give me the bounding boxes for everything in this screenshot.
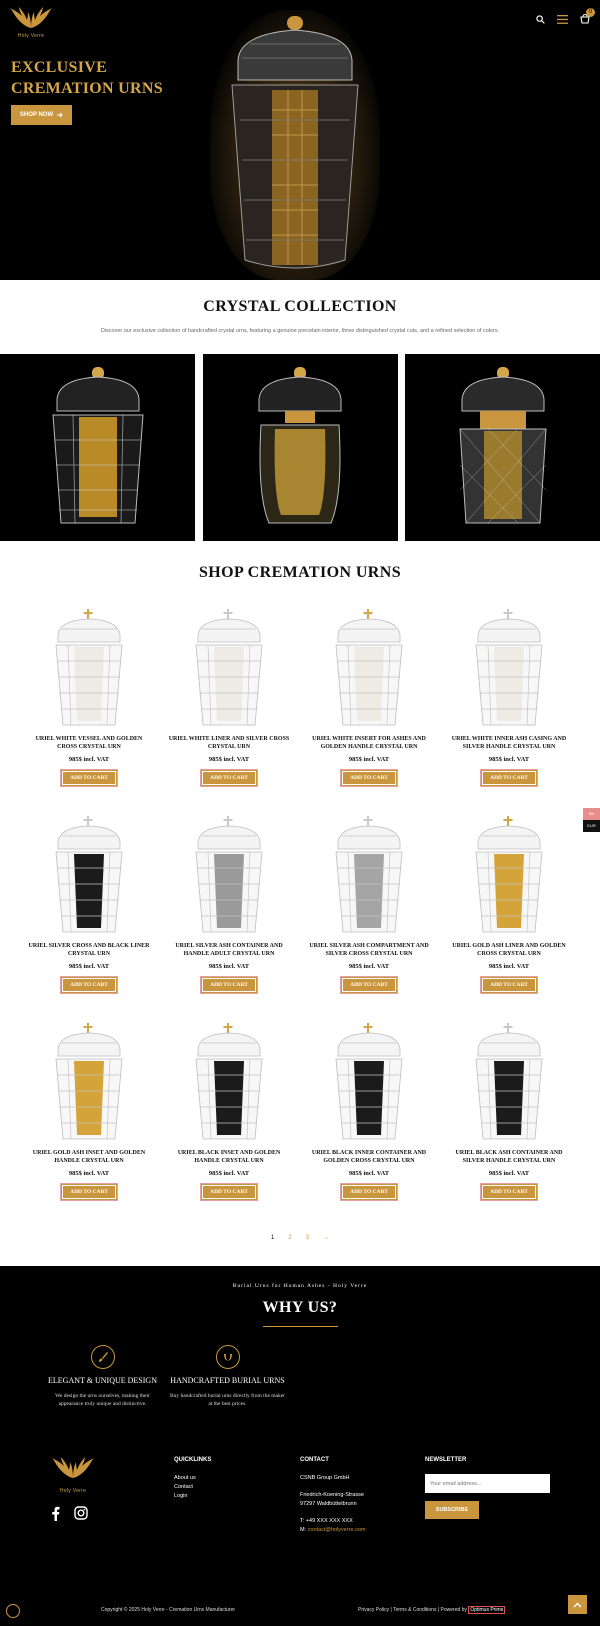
add-to-cart-button[interactable]: ADD TO CART [480,1183,538,1201]
page-next[interactable]: → [323,1235,330,1241]
collection-grid [0,354,600,541]
instagram-icon[interactable] [74,1506,88,1520]
collection-tile-clear-cut[interactable] [203,354,398,541]
product-grid [19,602,600,1223]
product-card[interactable] [439,809,579,1016]
feature-handcrafted-text: Buy handcrafted burial urns directly from the maker at the best prices. [170,1393,286,1407]
chevron-up-icon [573,1602,582,1608]
add-to-cart-button[interactable]: ADD TO CART [480,769,538,787]
product-card[interactable] [19,1016,159,1223]
why-title: WHY US? [262,1299,338,1316]
product-name[interactable]: URIEL SILVER ASH CONTAINER AND HANDLE ADULT CRYSTAL URN [175,943,283,957]
product-price: 985$ incl. VAT [488,1170,530,1177]
feature-design-title: ELEGANT & UNIQUE DESIGN [48,1376,157,1385]
product-price: 985$ incl. VAT [208,1170,250,1177]
product-price: 985$ incl. VAT [68,963,110,970]
why-us-section [0,1266,600,1626]
legal-text[interactable]: Privacy Policy | Terms & Conditions | Powered by [358,1607,467,1613]
product-name[interactable]: URIEL SILVER CROSS AND BLACK LINER CRYSTAL URN [28,943,150,957]
social-links [51,1506,88,1521]
product-image[interactable] [19,1016,159,1141]
product-image[interactable] [159,602,299,727]
product-image[interactable] [439,602,579,727]
product-name[interactable]: URIEL BLACK ASH CONTAINER AND SILVER HANDLE CRYSTAL URN [455,1150,563,1164]
quicklink-about[interactable]: About us [174,1475,196,1481]
header-icons [536,9,593,24]
collection-tile-diamond-cut[interactable] [405,354,600,541]
product-image[interactable] [19,602,159,727]
arrow-right-icon [57,112,63,118]
product-card[interactable] [299,1016,439,1223]
hero-title [11,57,163,99]
feature-design [45,1345,160,1408]
cart-button[interactable] [580,9,593,24]
product-price: 985$ incl. VAT [68,756,110,763]
hands-icon [216,1345,240,1369]
copyright-bar [0,1591,600,1626]
footer [0,1456,600,1566]
search-icon[interactable] [536,15,545,24]
product-name[interactable]: URIEL GOLD ASH INSET AND GOLDEN HANDLE CRYSTAL URN [32,1150,146,1164]
add-to-cart-button[interactable]: ADD TO CART [340,1183,398,1201]
shop-now-label: SHOP NOW [19,112,54,118]
page-1[interactable]: 1 [270,1235,275,1241]
product-card[interactable] [299,809,439,1016]
currency-option[interactable]: EUR [583,820,600,832]
product-name[interactable]: URIEL BLACK INSET AND GOLDEN HANDLE CRYSTAL URN [177,1150,281,1164]
collection-description: Discover our exclusive collection of handcrafted crystal urns, featuring a genuine porcelain interior, three distinguished crystal cuts, and a refined selection of colors. [100,328,500,334]
feature-handcrafted-title: HANDCRAFTED BURIAL URNS [170,1376,285,1385]
product-card[interactable] [159,809,299,1016]
pagination [0,1235,600,1241]
quicklink-contact[interactable]: Contact [174,1484,193,1490]
wings-logo-icon [8,6,54,32]
cart-count-badge: 0 [586,8,595,17]
product-price: 985$ incl. VAT [348,756,390,763]
add-to-cart-button[interactable]: ADD TO CART [480,976,538,994]
contact-company: CSNB Group GmbH [300,1475,350,1481]
contact-email-link[interactable]: contact@holyverre.com [307,1527,366,1533]
shop-now-button[interactable] [11,105,72,125]
product-image[interactable] [299,809,439,934]
hero-title-line2: CREMATION URNS [11,80,163,97]
product-name[interactable]: URIEL GOLD ASH LINER AND GOLDEN CROSS CRYSTAL URN [452,943,566,957]
add-to-cart-button[interactable]: ADD TO CART [60,769,118,787]
shop-title: SHOP CREMATION URNS [199,564,401,581]
facebook-icon[interactable] [51,1506,60,1521]
contact-column [300,1456,366,1535]
footer-brand-name: Holy Verre [59,1488,87,1494]
product-card[interactable] [19,809,159,1016]
newsletter-email-input[interactable] [425,1474,550,1493]
product-card[interactable] [299,602,439,809]
language-switcher [583,808,600,832]
newsletter-title: NEWSLETTER [425,1457,467,1463]
brand-logo[interactable] [8,6,54,39]
product-price: 985$ incl. VAT [348,1170,390,1177]
product-name[interactable]: URIEL WHITE LINER AND SILVER CROSS CRYSTAL URN [168,736,290,750]
add-to-cart-button[interactable]: ADD TO CART [340,769,398,787]
hero-urn-image [210,10,380,280]
product-name[interactable]: URIEL WHITE INNER ASH CASING AND SILVER HANDLE CRYSTAL URN [451,736,567,750]
product-price: 985$ incl. VAT [488,756,530,763]
product-card[interactable] [159,1016,299,1223]
feature-handcrafted [170,1345,285,1408]
hero-banner [0,0,600,280]
product-name[interactable]: URIEL WHITE VESSEL AND GOLDEN CROSS CRYSTAL URN [35,736,143,750]
page-2[interactable]: 2 [288,1235,292,1241]
collection-tile-grid-cut[interactable] [0,354,195,541]
product-card[interactable] [439,602,579,809]
product-price: 985$ incl. VAT [488,963,530,970]
product-image[interactable] [439,1016,579,1141]
newsletter-column [425,1456,600,1519]
wings-logo-icon [50,1456,96,1482]
page-3[interactable]: 3 [305,1235,310,1241]
brand-name: Holy Verre [17,33,45,39]
product-name[interactable]: URIEL SILVER ASH COMPARTMENT AND SILVER CROSS CRYSTAL URN [309,943,429,957]
copyright-text: Copyright © 2025 Holy Verre - Cremation Urns Manufacturer [101,1607,236,1613]
product-card[interactable] [19,602,159,809]
cookie-settings-icon[interactable] [6,1604,20,1618]
quicklink-login[interactable]: Login [174,1493,188,1499]
product-image[interactable] [159,809,299,934]
why-kicker: Burial Urns for Human Ashes - Holy Verre [232,1283,368,1289]
contact-street: Friedrich-Koening-Strasse [300,1492,364,1498]
contact-city: 97297 Waldbüttelbrunn [300,1501,357,1507]
language-option[interactable]: EN [583,808,600,820]
back-to-top-button[interactable] [568,1595,587,1614]
product-image[interactable] [159,1016,299,1141]
quicklinks-column [174,1456,211,1501]
quicklinks-title: QUICKLINKS [174,1457,212,1463]
product-price: 985$ incl. VAT [208,756,250,763]
contact-phone: T: +49 XXX XXX XXX [300,1518,353,1524]
email-prefix: M: [300,1527,307,1533]
collection-title: CRYSTAL COLLECTION [203,298,397,315]
contact-email-row [300,1526,366,1535]
subscribe-button[interactable]: SUBSCRIBE [425,1501,479,1519]
why-divider [263,1326,338,1327]
feature-design-text: We design the urns ourselves, making their appearance truly unique and distinctive. [55,1393,150,1407]
product-price: 985$ incl. VAT [208,963,250,970]
product-card[interactable] [439,1016,579,1223]
product-name[interactable]: URIEL BLACK INNER CONTAINER AND GOLDEN CROSS CRYSTAL URN [311,1150,427,1164]
product-price: 985$ incl. VAT [348,963,390,970]
add-to-cart-button[interactable]: ADD TO CART [200,1183,258,1201]
legal-links [358,1607,505,1613]
product-image[interactable] [439,809,579,934]
contact-title: CONTACT [300,1457,329,1463]
powered-by-link[interactable]: Optimus Prime [470,1607,504,1613]
features-list [45,1345,600,1408]
add-to-cart-button[interactable]: ADD TO CART [340,976,398,994]
hero-title-line1: EXCLUSIVE [11,59,108,76]
product-image[interactable] [299,602,439,727]
product-image[interactable] [299,1016,439,1141]
footer-logo[interactable] [50,1456,96,1494]
add-to-cart-button[interactable]: ADD TO CART [200,769,258,787]
add-to-cart-button[interactable]: ADD TO CART [200,976,258,994]
product-name[interactable]: URIEL WHITE INSERT FOR ASHES AND GOLDEN HANDLE CRYSTAL URN [312,736,426,750]
add-to-cart-button[interactable]: ADD TO CART [60,976,118,994]
brush-icon [91,1345,115,1369]
product-image[interactable] [19,809,159,934]
add-to-cart-button[interactable]: ADD TO CART [60,1183,118,1201]
product-price: 985$ incl. VAT [68,1170,110,1177]
menu-icon[interactable] [557,15,568,24]
product-card[interactable] [159,602,299,809]
